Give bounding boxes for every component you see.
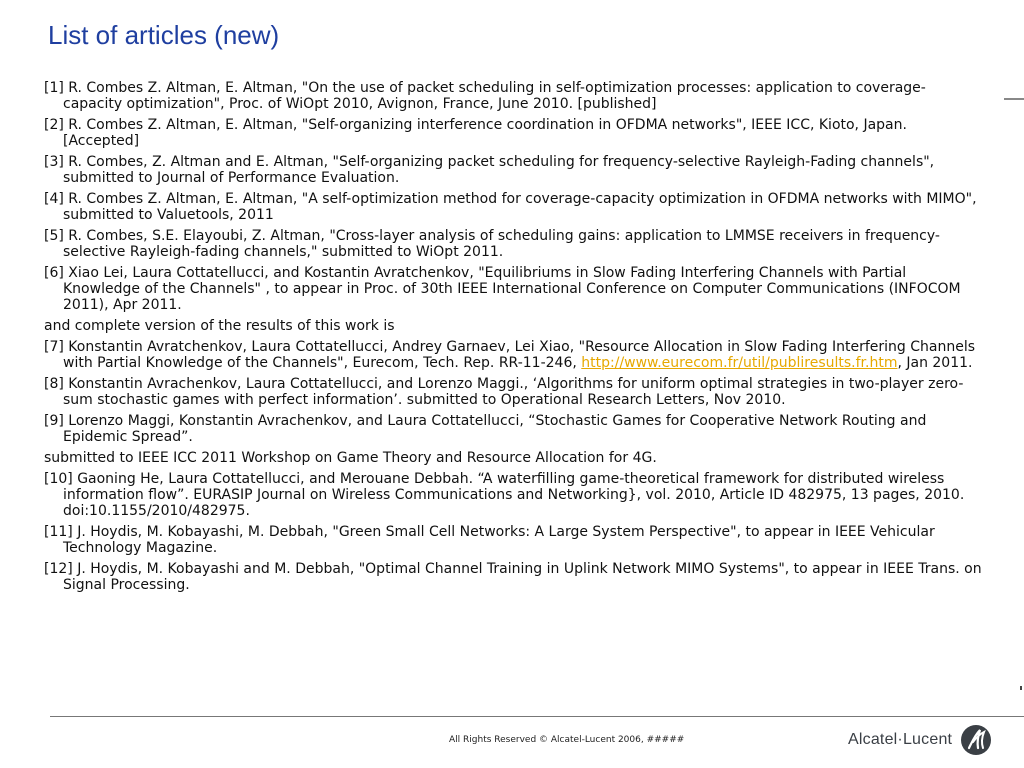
reference-note [44,450,984,466]
reference-item [44,191,984,223]
reference-text: [10] Gaoning He, Laura Cottatellucci, and Merouane Debbah. “A waterfilling game-theoretical framework for distributed wireless information flow”. EURASIP Journal on Wireless Communications and Networking}, vol. 2010, Article ID 482975, 13 pages, 2010. doi:10.1155/2010/482975. [44,471,965,519]
reference-item [44,117,984,149]
reference-text: [5] R. Combes, S.E. Elayoubi, Z. Altman, "Cross-layer analysis of scheduling gains: application to LMMSE receivers in frequency-selective Rayleigh-fading channels," submitted to WiOpt 2011. [44,228,940,260]
reference-item [44,80,984,112]
top-divider [1004,98,1024,100]
reference-item [44,413,984,445]
reference-text: and complete version of the results of this work is [44,318,395,334]
reference-item [44,376,984,408]
reference-text: submitted to IEEE ICC 2011 Workshop on Game Theory and Resource Allocation for 4G. [44,450,657,466]
reference-item [44,154,984,186]
reference-item [44,524,984,556]
side-mark [1020,686,1022,690]
copyright-footer: All Rights Reserved © Alcatel-Lucent 2006, ##### [449,735,685,745]
reference-text: [11] J. Hoydis, M. Kobayashi, M. Debbah, "Green Small Cell Networks: A Large System Perspective", to appear in IEEE Vehicular Technology Magazine. [44,524,935,556]
footer-divider [50,716,1024,717]
reference-text: [7] Konstantin Avratchenkov, Laura Cottatellucci, Andrey Garnaev, Lei Xiao, "Resource Allocation in Slow Fading Interfering Channels with Partial Knowledge of the Channels", Eurecom, Tech. Rep. RR-11-246, [44,339,976,371]
reference-item [44,265,984,313]
brand-wordmark: Alcatel·Lucent [848,731,953,748]
reference-text: [1] R. Combes Z. Altman, E. Altman, "On the use of packet scheduling in self-optimization processes: application to coverage-capacity optimization", Proc. of WiOpt 2010, Avignon, France, June 2010. [published] [44,80,926,112]
reference-item [44,228,984,260]
reference-link[interactable]: http://www.eurecom.fr/util/publiresults.fr.htm [581,355,898,371]
reference-item [44,561,984,593]
reference-text: [2] R. Combes Z. Altman, E. Altman, "Self-organizing interference coordination in OFDMA networks", IEEE ICC, Kioto, Japan. [Accepted] [44,117,907,149]
reference-item [44,339,984,371]
reference-text: [3] R. Combes, Z. Altman and E. Altman, "Self-organizing packet scheduling for frequency-selective Rayleigh-Fading channels", submitted to Journal of Performance Evaluation. [44,154,935,186]
reference-note [44,318,984,334]
reference-text: [4] R. Combes Z. Altman, E. Altman, "A self-optimization method for coverage-capacity optimization in OFDMA networks with MIMO", submitted to Valuetools, 2011 [44,191,977,223]
alcatel-lucent-logo-icon [960,724,992,756]
reference-text: [9] Lorenzo Maggi, Konstantin Avrachenkov, and Laura Cottatellucci, “Stochastic Games for Cooperative Network Routing and Epidemic Spread”. [44,413,927,445]
reference-text: [8] Konstantin Avrachenkov, Laura Cottatellucci, and Lorenzo Maggi., ‘Algorithms for uniform optimal strategies in two-player zero-sum stochastic games with perfect information’. submitted to Operational Research Letters, Nov 2010. [44,376,964,408]
reference-text: [12] J. Hoydis, M. Kobayashi and M. Debbah, "Optimal Channel Training in Uplink Network MIMO Systems", to appear in IEEE Trans. on Signal Processing. [44,561,982,593]
slide-title: List of articles (new) [48,20,280,50]
reference-text-tail: , Jan 2011. [897,355,973,371]
reference-list [44,80,984,598]
reference-text: [6] Xiao Lei, Laura Cottatellucci, and Kostantin Avratchenkov, "Equilibriums in Slow Fading Interfering Channels with Partial Knowledge of the Channels" , to appear in Proc. of 30th IEEE International Conference on Computer Communications (INFOCOM 2011), Apr 2011. [44,265,961,313]
reference-item [44,471,984,519]
